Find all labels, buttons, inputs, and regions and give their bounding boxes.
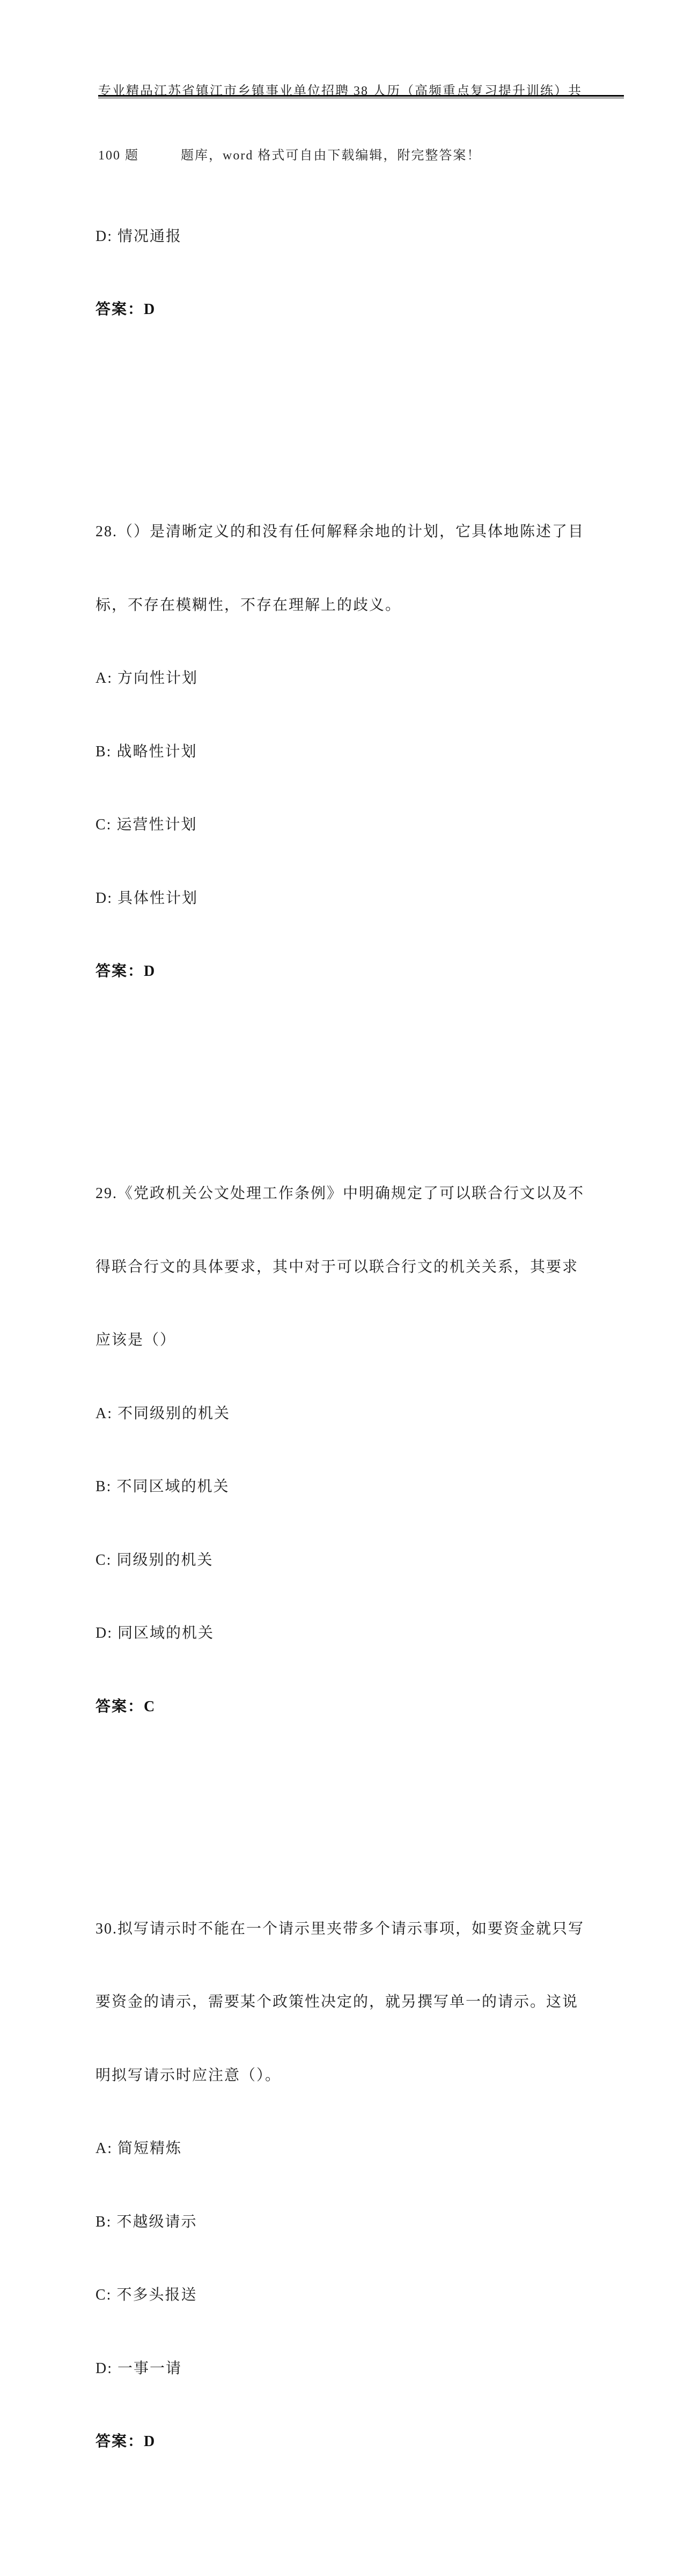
question-28-option-d: D: 具体性计划 — [95, 889, 198, 907]
question-28-option-a: A: 方向性计划 — [95, 670, 198, 687]
header-line-2: 100 题 题库，word 格式可自由下载编辑，附完整答案！ — [98, 149, 481, 163]
question-29-option-d: D: 同区域的机关 — [95, 1625, 215, 1641]
question-27-option-d: D: 情况通报 — [95, 228, 182, 245]
header-divider-rule — [98, 95, 624, 98]
question-30-option-b: B: 不越级请示 — [95, 2213, 197, 2230]
question-27-answer: 答案：D — [95, 301, 156, 318]
question-28-answer: 答案：D — [95, 963, 156, 980]
question-29-stem-line-1: 29.《党政机关公文处理工作条例》中明确规定了可以联合行文以及不 — [95, 1185, 585, 1202]
question-29-stem-line-2: 得联合行文的具体要求，其中对于可以联合行文的机关关系，其要求 — [95, 1258, 579, 1275]
question-30-option-d: D: 一事一请 — [95, 2360, 182, 2377]
question-30-option-c: C: 不多头报送 — [95, 2287, 197, 2303]
question-30 — [95, 1868, 611, 2503]
question-28-stem-line-1: 28.（）是清晰定义的和没有任何解释余地的计划，它具体地陈述了目 — [95, 523, 585, 540]
question-29-option-c: C: 同级别的机关 — [95, 1551, 214, 1568]
question-30-stem-line-1: 30.拟写请示时不能在一个请示里夹带多个请示事项，如要资金就只写 — [95, 1920, 585, 1937]
question-27-tail — [95, 176, 611, 371]
header-line-1: 专业精品江苏省镇江市乡镇事业单位招聘 38 人历（高频重点复习提升训练）共 — [98, 84, 582, 98]
document-body — [95, 102, 611, 2576]
question-30-option-a: A: 简短精炼 — [95, 2140, 182, 2157]
question-29-option-a: A: 不同级别的机关 — [95, 1405, 231, 1422]
question-29-stem-line-3: 应该是（） — [95, 1332, 176, 1348]
question-30-stem-line-2: 要资金的请示，需要某个政策性决定的，就另撰写单一的请示。这说 — [95, 1994, 579, 2010]
question-28-option-c: C: 运营性计划 — [95, 816, 197, 833]
question-28 — [95, 471, 611, 1033]
question-30-stem-line-3: 明拟写请示时应注意（）。 — [95, 2067, 282, 2084]
question-29 — [95, 1133, 611, 1768]
question-28-stem-line-2: 标，不存在模糊性，不存在理解上的歧义。 — [95, 596, 402, 614]
question-29-option-b: B: 不同区域的机关 — [95, 1478, 230, 1495]
question-28-option-b: B: 战略性计划 — [95, 743, 197, 760]
question-29-answer: 答案：C — [95, 1698, 156, 1715]
question-30-answer: 答案：D — [95, 2433, 156, 2450]
